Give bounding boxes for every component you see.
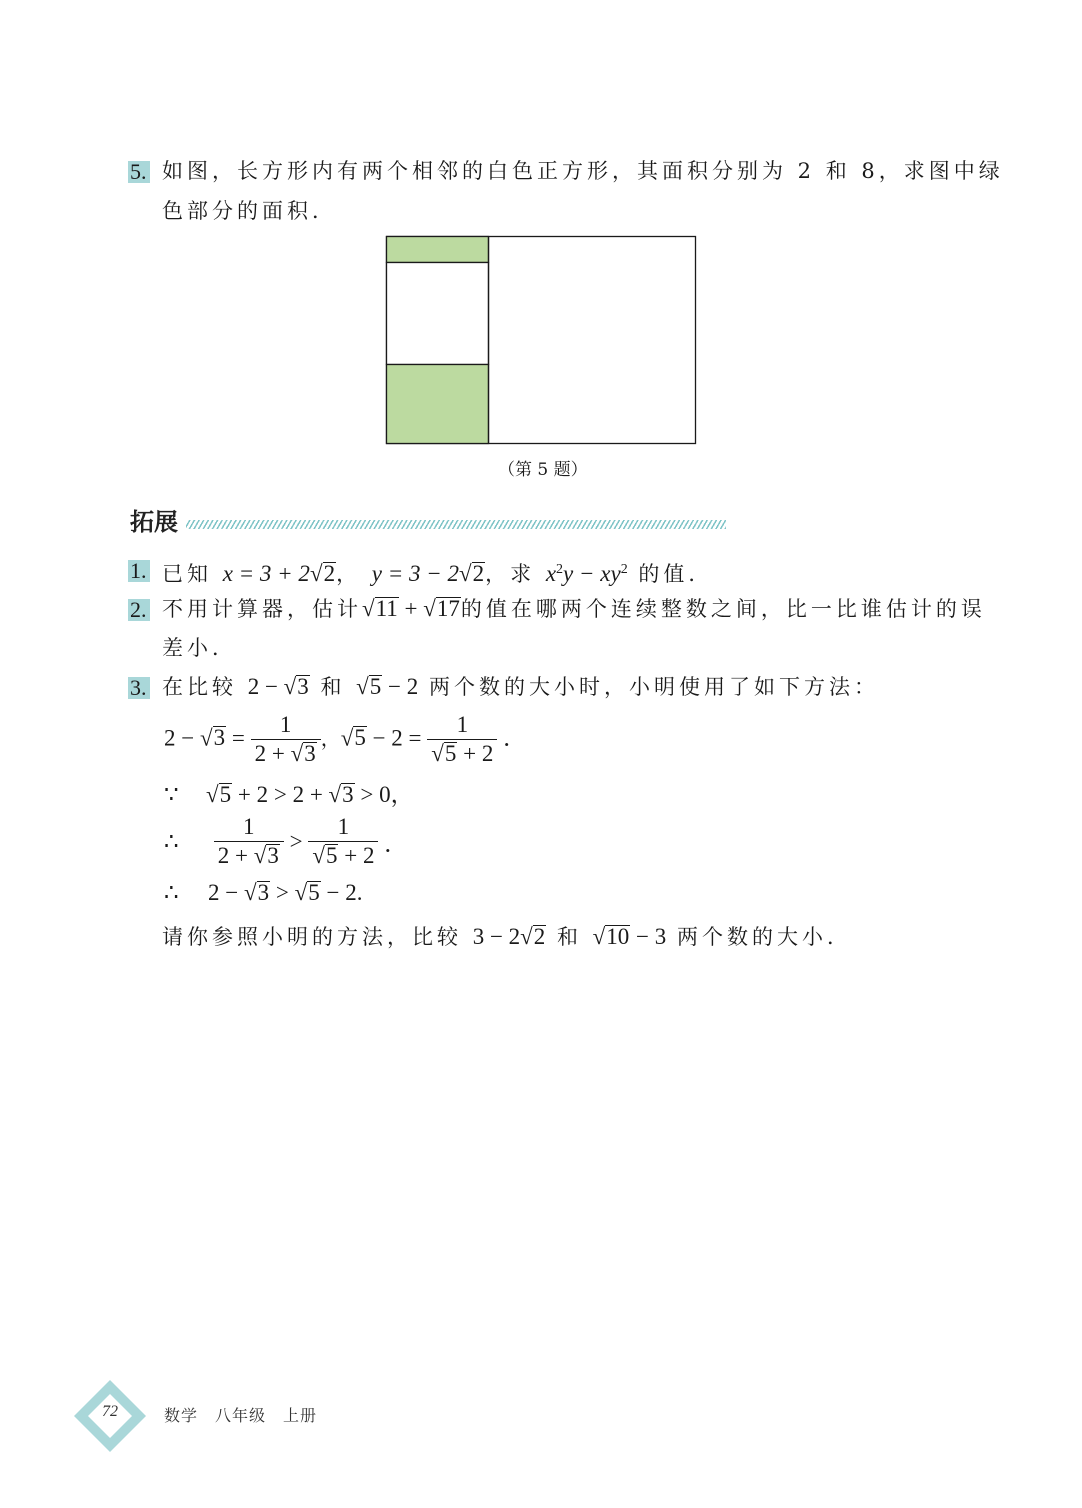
l2-radicand-1: 5 — [219, 782, 232, 807]
l3-frac1-numerator: 1 — [214, 814, 284, 842]
eq1-equals: = — [226, 725, 251, 751]
green-region-top — [387, 237, 489, 263]
l4-radicand-1: 3 — [257, 880, 270, 905]
l4-gt: > — [270, 880, 295, 905]
l3-frac2-numerator: 1 — [308, 814, 378, 842]
eq1-frac1-numerator: 1 — [251, 712, 321, 740]
eq1-period: ． — [503, 725, 527, 751]
eq1-frac1-den-radicand: 3 — [304, 741, 316, 766]
ex-3-b: − 2 — [382, 674, 419, 699]
ex-3-because-line: ∵ √5 + 2 > 2 + √3 > 0， — [164, 782, 414, 807]
ex-3-radicand-a: 3 — [297, 674, 309, 699]
section-heading-extension: 拓展 — [130, 508, 178, 536]
because-symbol: ∵ — [164, 782, 179, 807]
eq1-frac1-den-a: 2 + — [254, 741, 291, 766]
ex-1-x-eq: x = 3 + 2 — [222, 561, 310, 586]
l2-radicand-2: 3 — [342, 782, 354, 807]
problem-5-text-line2: 色部分的面积． — [162, 199, 337, 223]
ex-3-tail: 两个数的大小时，小明使用了如下方法： — [428, 675, 879, 699]
eq1b-lhs: − 2 = — [366, 725, 428, 751]
eq1-lhs-radicand: 3 — [213, 725, 226, 751]
ex-3-ask-line: 请你参照小明的方法，比较 3 − 2√2 和 √10 − 3 两个数的大小． — [162, 924, 852, 949]
ex-3-a: 2 − — [247, 674, 284, 699]
ex-1-y-eq: y = 3 − 2 — [371, 561, 459, 586]
ex-2-radicand-2: 17 — [436, 596, 460, 621]
ex-3-radicand-b: 5 — [369, 674, 382, 699]
l3-frac2-den-radicand: 5 — [325, 843, 338, 868]
eq1-fraction-2: $\frac{1}{√5 + 2}$ — [427, 712, 497, 768]
ask-and: 和 — [556, 925, 582, 949]
problem-5-figure — [384, 234, 700, 448]
ex-2-radicand-1: 11 — [375, 596, 398, 621]
problem-5-text-line1: 如图，长方形内有两个相邻的白色正方形，其面积分别为 2 和 8，求图中绿 — [162, 159, 1004, 183]
ex-2-prefix: 不用计算器，估计 — [162, 597, 362, 621]
l3-fraction-2: $\frac{1}{√5 + 2}$ — [308, 814, 378, 870]
green-region-bottom — [387, 365, 489, 444]
l3-gt: > — [283, 829, 309, 854]
ex-1-ask: ，求 — [485, 562, 536, 586]
page-number: 72 — [102, 1403, 118, 1420]
l3-frac2-den-b: + 2 — [338, 843, 375, 868]
l4-tail: − 2. — [320, 880, 363, 905]
eq1-frac2-den-b: + 2 — [457, 741, 494, 766]
l3-fraction-1: $\frac{1}{2 + √3}$ — [214, 814, 284, 870]
ex-3-prefix: 在比较 — [162, 675, 237, 699]
ex-1-sep: ， — [336, 562, 362, 586]
eq1-comma: ， — [320, 726, 341, 751]
ex-3-equation-1: 2 − √3 = $\frac{1}{2 + √3}$ ，√5 − 2 = $\frac{1}{√5 + 2}$ ． — [164, 712, 527, 766]
ex-3-therefore-line-2: ∴ 2 − √3 > √5 − 2. — [164, 880, 363, 905]
ex-1-prefix: 已知 — [162, 562, 212, 586]
ex-3-and: 和 — [320, 675, 346, 699]
ex-1-radicand-2: 2 — [472, 561, 485, 586]
ex-1-sup-1: 2 — [556, 562, 564, 577]
ex-1-expr-mid: y − xy — [563, 561, 621, 586]
l3-frac1-den-radicand: 3 — [267, 843, 279, 868]
footer-book-title: 数学 八年级 上册 — [164, 1406, 318, 1425]
eq1-frac2-numerator: 1 — [427, 712, 497, 740]
eq1-lhs-a: 2 − — [164, 725, 200, 751]
ex-1-tail: 的值． — [638, 562, 714, 586]
ask-radicand-1: 2 — [533, 924, 546, 949]
therefore-symbol-1: ∴ — [164, 829, 179, 854]
ex-2-text-line2: 差小． — [162, 636, 237, 660]
white-square-small — [387, 263, 489, 365]
l4-radicand-2: 5 — [308, 880, 320, 905]
figure-caption: （第 5 题） — [498, 460, 588, 480]
ex-1-radicand-1: 2 — [323, 561, 336, 586]
ex-1-expr-x: x — [545, 561, 557, 586]
eq1-fraction-1: $\frac{1}{2 + √3}$ — [251, 712, 321, 768]
ex-2-plus: + — [398, 596, 424, 621]
ask-b: − 3 — [630, 924, 667, 949]
ex-2-text-line1: 不用计算器，估计√11 + √17的值在哪两个连续整数之间，比一比谁估计的误 — [162, 596, 986, 621]
eq1-frac2-den-radicand: 5 — [444, 741, 457, 766]
problem-5-number: 5. — [128, 161, 150, 183]
therefore-symbol-2: ∴ — [164, 880, 179, 905]
ask-a: 3 − 2 — [472, 924, 521, 949]
ask-radicand-2: 10 — [606, 924, 630, 949]
ex-2-number: 2. — [128, 599, 150, 621]
l2-mid: + 2 > 2 + — [232, 782, 329, 807]
l3-frac1-den-a: 2 + — [217, 843, 254, 868]
ex-1-text: 已知 x = 3 + 2√2， y = 3 − 2√2，求 $x^2y - xy^2$ 的值． — [162, 561, 714, 586]
l4-a: 2 − — [208, 880, 244, 905]
ask-prefix: 请你参照小明的方法，比较 — [162, 925, 462, 949]
l3-period: ． — [384, 831, 408, 857]
ex-3-number: 3. — [128, 677, 150, 699]
heading-hatch-rule — [186, 520, 726, 529]
ex-1-number: 1. — [128, 560, 150, 582]
ask-tail: 两个数的大小． — [676, 925, 852, 949]
eq1b-radicand: 5 — [354, 725, 366, 751]
ex-3-therefore-line-1 — [164, 814, 407, 870]
ex-3-text-line1: 在比较 2 − √3 和 √5 − 2 两个数的大小时，小明使用了如下方法： — [162, 674, 879, 699]
ex-2-tail: 的值在哪两个连续整数之间，比一比谁估计的误 — [460, 597, 986, 621]
ex-1-sup-2: 2 — [620, 562, 628, 577]
l2-tail: > 0， — [354, 782, 414, 807]
